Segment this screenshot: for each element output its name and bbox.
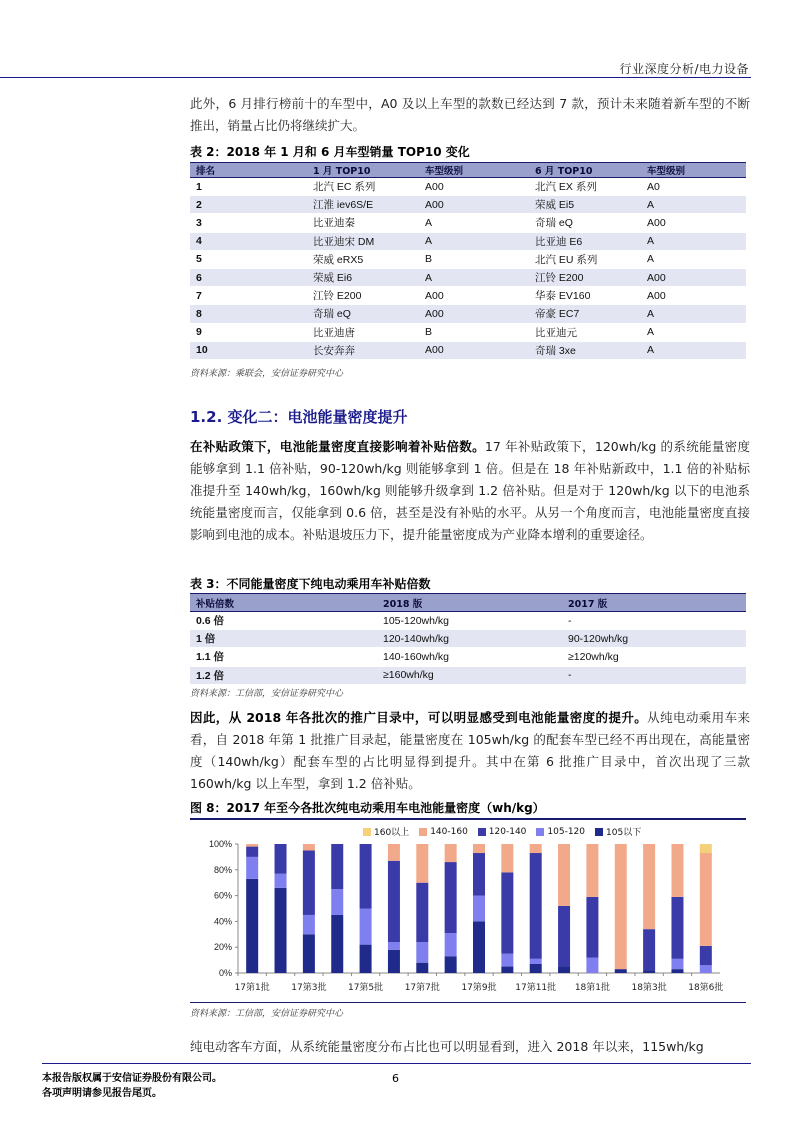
paragraph-energy-density — [190, 436, 750, 546]
table-cell: A00 — [419, 178, 529, 196]
bar-segment — [501, 872, 513, 953]
x-tick-label: 17第11批 — [515, 983, 557, 993]
footer-line: 各项声明请参见报告尾页。 — [42, 1088, 162, 1099]
bar-segment — [586, 958, 598, 973]
table-cell: 10 — [190, 341, 307, 359]
table-cell: 长安奔奔 — [307, 341, 419, 359]
x-tick-label: 17第7批 — [404, 983, 440, 993]
table-cell: A — [641, 341, 746, 359]
bar-segment — [643, 844, 655, 929]
table-cell: 江铃 E200 — [529, 268, 641, 286]
bar-segment — [303, 934, 315, 973]
table-cell: ≥160wh/kg — [377, 666, 562, 684]
table-cell: A — [419, 214, 529, 232]
table-cell: 比亚迪宋 DM — [307, 232, 419, 250]
bar-segment — [671, 844, 683, 897]
table-row — [190, 287, 746, 305]
table-cell: 7 — [190, 287, 307, 305]
figure8-caption: 图 8：2017 年至今各批次纯电动乘用车电池能量密度（wh/kg） — [190, 801, 545, 815]
table2 — [190, 162, 746, 360]
table2-header-cell: 1 月 TOP10 — [307, 163, 419, 178]
table3-caption: 表 3：不同能量密度下纯电动乘用车补贴倍数 — [190, 577, 431, 591]
table-row — [190, 232, 746, 250]
table-cell: 华泰 EV160 — [529, 287, 641, 305]
table-row — [190, 630, 746, 648]
bar-segment — [360, 909, 372, 945]
table-row — [190, 250, 746, 268]
table-cell: 1.2 倍 — [190, 666, 377, 684]
table3-source: 资料来源：工信部，安信证券研究中心 — [190, 689, 344, 699]
table-cell: 0.6 倍 — [190, 612, 377, 630]
bar-segment — [303, 850, 315, 915]
table-cell: 江铃 E200 — [307, 287, 419, 305]
bar-segment — [530, 844, 542, 853]
table-cell: 1.1 倍 — [190, 648, 377, 666]
table-cell: A00 — [641, 214, 746, 232]
bar-segment — [586, 897, 598, 958]
bar-segment — [473, 921, 485, 973]
x-tick-label: 18第1批 — [574, 983, 611, 993]
table-cell: B — [419, 323, 529, 341]
table-cell: 5 — [190, 250, 307, 268]
bar-segment — [331, 915, 343, 973]
x-tick-label: 17第1批 — [234, 983, 270, 993]
bar-segment — [445, 862, 457, 933]
bar-segment — [473, 844, 485, 853]
bar-segment — [445, 844, 457, 862]
legend-swatch — [419, 828, 427, 836]
table-cell: A — [641, 232, 746, 250]
bar-segment — [360, 844, 372, 909]
x-tick-label: 17第5批 — [347, 983, 384, 993]
table3 — [190, 593, 746, 685]
table-cell: 6 — [190, 268, 307, 286]
paragraph-catalog — [190, 707, 750, 795]
table-cell: 奇瑞 3xe — [529, 341, 641, 359]
legend-item — [536, 825, 585, 838]
table-cell: 1 倍 — [190, 630, 377, 648]
table-cell: ≥120wh/kg — [562, 648, 746, 666]
bar-segment — [388, 844, 400, 861]
bar-segment — [246, 844, 258, 847]
x-tick-label: 17第9批 — [461, 983, 497, 993]
table-cell: 105-120wh/kg — [377, 612, 562, 630]
table2-header-cell: 车型级别 — [419, 163, 529, 178]
table3-header-row — [190, 594, 746, 612]
bar-segment — [360, 945, 372, 973]
paragraph-body: 从纯电动乘用车来看，自 2018 年第 1 批推广目录起，能量密度在 105wh/kg 的配套车型已经不再出现在，高能量密度（140wh/kg）配套车型的占比明显得到提升。其中在第 6 批推广目录中，首次出现了三款 160wh/kg 以上车型，拿到 1.2 倍补贴。 — [190, 710, 750, 791]
table-cell: A0 — [641, 178, 746, 196]
legend-item — [363, 825, 409, 838]
bar-segment — [501, 954, 513, 967]
bar-segment — [416, 942, 428, 963]
table-cell: 比亚迪秦 — [307, 214, 419, 232]
table3-header-cell: 2018 版 — [377, 594, 562, 612]
table2-header-cell: 车型级别 — [641, 163, 746, 178]
y-tick-label: 0% — [218, 968, 232, 978]
table-cell: 荣威 Ei6 — [307, 268, 419, 286]
table2-header-row — [190, 163, 746, 178]
table-cell: A — [641, 323, 746, 341]
table-cell: 1 — [190, 178, 307, 196]
table-cell: - — [562, 612, 746, 630]
bar-segment — [501, 967, 513, 973]
bar-segment — [388, 942, 400, 950]
table-cell: A — [419, 232, 529, 250]
table-cell: 比亚迪元 — [529, 323, 641, 341]
bar-segment — [416, 883, 428, 942]
legend-swatch — [478, 828, 486, 836]
legend-item — [595, 825, 641, 838]
table-cell: A — [419, 268, 529, 286]
table-cell: 北汽 EX 系列 — [529, 178, 641, 196]
table-cell: 140-160wh/kg — [377, 648, 562, 666]
table-cell: 比亚迪唐 — [307, 323, 419, 341]
bar-segment — [530, 853, 542, 959]
bar-segment — [303, 844, 315, 850]
table3-header-cell: 2017 版 — [562, 594, 746, 612]
bar-segment — [388, 950, 400, 973]
table-cell: 4 — [190, 232, 307, 250]
table-cell: 奇瑞 eQ — [529, 214, 641, 232]
section-title: 1.2. 变化二：电池能量密度提升 — [190, 408, 408, 426]
table-cell: 2 — [190, 196, 307, 214]
legend-item — [478, 825, 527, 838]
bar-segment — [275, 874, 287, 888]
y-tick-label: 40% — [213, 916, 232, 927]
bar-segment — [331, 889, 343, 915]
table2-caption: 表 2：2018 年 1 月和 6 月车型销量 TOP10 变化 — [190, 145, 470, 159]
table-cell: A00 — [419, 341, 529, 359]
y-tick-label: 20% — [213, 942, 232, 953]
paragraph-lead: 因此，从 2018 年各批次的推广目录中，可以明显感受到电池能量密度的提升。 — [190, 710, 648, 725]
legend-label: 105-120 — [547, 826, 586, 837]
table-row — [190, 305, 746, 323]
table-cell: 90-120wh/kg — [562, 630, 746, 648]
legend-label: 105以下 — [606, 828, 642, 838]
legend-swatch — [595, 828, 603, 836]
bar-segment — [416, 963, 428, 973]
bar-segment — [246, 857, 258, 879]
bar-segment — [558, 967, 570, 973]
bar-segment — [671, 969, 683, 973]
intro-paragraph: 此外，6 月排行榜前十的车型中，A0 及以上车型的款数已经达到 7 款，预计未来随着新车型的不断推出，销量占比仍将继续扩大。 — [190, 96, 750, 133]
paragraph-bus: 纯电动客车方面，从系统能量密度分布占比也可以明显看到，进入 2018 年以来，115wh/kg — [190, 1039, 704, 1054]
bar-segment — [700, 946, 712, 965]
bar-segment — [615, 969, 627, 973]
paragraph-lead: 在补贴政策下，电池能量密度直接影响着补贴倍数。 — [190, 439, 485, 454]
page-number: 6 — [392, 1072, 399, 1085]
table-cell: A00 — [419, 196, 529, 214]
chart-legend — [363, 825, 641, 838]
bar-segment — [445, 956, 457, 973]
table-cell: 9 — [190, 323, 307, 341]
table-cell: A — [641, 305, 746, 323]
legend-label: 160以上 — [374, 828, 410, 838]
table-cell: 荣威 eRX5 — [307, 250, 419, 268]
bar-segment — [275, 844, 287, 874]
table-cell: A00 — [419, 305, 529, 323]
legend-swatch — [536, 828, 544, 836]
legend-label: 140-160 — [430, 826, 468, 837]
table-cell: 北汽 EU 系列 — [529, 250, 641, 268]
table-cell: 荣威 Ei5 — [529, 196, 641, 214]
bar-segment — [303, 915, 315, 934]
table-row — [190, 323, 746, 341]
table-row — [190, 196, 746, 214]
bar-segment — [586, 844, 598, 897]
bar-segment — [558, 844, 570, 906]
table-cell: A — [641, 196, 746, 214]
table2-header-cell: 6 月 TOP10 — [529, 163, 641, 178]
bar-segment — [700, 844, 712, 853]
header-title: 行业深度分析/电力设备 — [619, 62, 749, 76]
bar-segment — [530, 964, 542, 973]
table3-header-cell: 补贴倍数 — [190, 594, 377, 612]
table-cell: 帝豪 EC7 — [529, 305, 641, 323]
bar-segment — [501, 844, 513, 872]
table-cell: 奇瑞 eQ — [307, 305, 419, 323]
table-cell: - — [562, 666, 746, 684]
footer-line: 本报告版权属于安信证券股份有限公司。 — [42, 1073, 222, 1084]
bar-segment — [643, 929, 655, 970]
table-cell: 8 — [190, 305, 307, 323]
table-cell: A00 — [641, 287, 746, 305]
table-cell: 比亚迪 E6 — [529, 232, 641, 250]
table-cell: A00 — [641, 268, 746, 286]
y-tick-label: 100% — [208, 839, 232, 849]
bar-segment — [700, 853, 712, 946]
table-cell: B — [419, 250, 529, 268]
table-row — [190, 268, 746, 286]
bar-segment — [643, 970, 655, 973]
bar-segment — [473, 896, 485, 922]
table-cell: A — [641, 250, 746, 268]
table2-header-cell: 排名 — [190, 163, 307, 178]
y-tick-label: 80% — [213, 864, 232, 875]
x-tick-label: 18第3批 — [631, 983, 667, 993]
table-cell: 江淮 iev6S/E — [307, 196, 419, 214]
bar-segment — [671, 959, 683, 969]
table-cell: 3 — [190, 214, 307, 232]
bar-segment — [700, 965, 712, 973]
table-row — [190, 612, 746, 630]
table-row — [190, 341, 746, 359]
table-row — [190, 214, 746, 232]
bar-segment — [246, 879, 258, 973]
figure8-bottom-rule — [190, 1002, 746, 1003]
paragraph-body: 17 年补贴政策下，120wh/kg 的系统能量密度能够拿到 1.1 倍补贴，90-120wh/kg 则能够拿到 1 倍。但是在 18 年补贴新政中，1.1 倍的补贴标准提升至 140wh/kg，160wh/kg 则能够升级拿到 1.2 倍补贴。但是对于 120wh/kg 以下的电池系统能量密度而言，仅能拿到 0.6 倍，甚至是没有补贴的水平。从另一个角度而言，电池能量密度直接影响到电池的成本。补贴退坡压力下，提升能量密度成为产业降本增利的重要途径。 — [190, 439, 750, 542]
x-tick-label: 18第6批 — [688, 983, 724, 993]
bar-segment — [246, 847, 258, 857]
bar-segment — [275, 888, 287, 973]
table2-source: 资料来源：乘联会，安信证券研究中心 — [190, 369, 344, 379]
bar-segment — [530, 959, 542, 964]
table-cell: 北汽 EC 系列 — [307, 178, 419, 196]
figure8-top-rule — [190, 818, 746, 820]
y-tick-label: 60% — [213, 890, 232, 901]
table-row — [190, 178, 746, 196]
legend-swatch — [363, 828, 371, 836]
bar-segment — [671, 897, 683, 959]
bar-segment — [416, 844, 428, 883]
bar-segment — [331, 844, 343, 889]
table-cell: 120-140wh/kg — [377, 630, 562, 648]
header-rule — [0, 77, 751, 78]
legend-item — [419, 825, 468, 838]
table-cell: A00 — [419, 287, 529, 305]
legend-label: 120-140 — [488, 826, 527, 837]
bar-segment — [388, 861, 400, 942]
footer-disclaimer — [42, 1071, 222, 1101]
bar-segment — [473, 853, 485, 896]
bar-segment — [558, 906, 570, 967]
table-row — [190, 666, 746, 684]
x-tick-label: 17第3批 — [291, 983, 327, 993]
bar-segment — [445, 933, 457, 956]
figure8-source: 资料来源：工信部，安信证券研究中心 — [190, 1009, 344, 1019]
footer-rule — [42, 1063, 751, 1064]
table-row — [190, 648, 746, 666]
bar-segment — [615, 844, 627, 969]
